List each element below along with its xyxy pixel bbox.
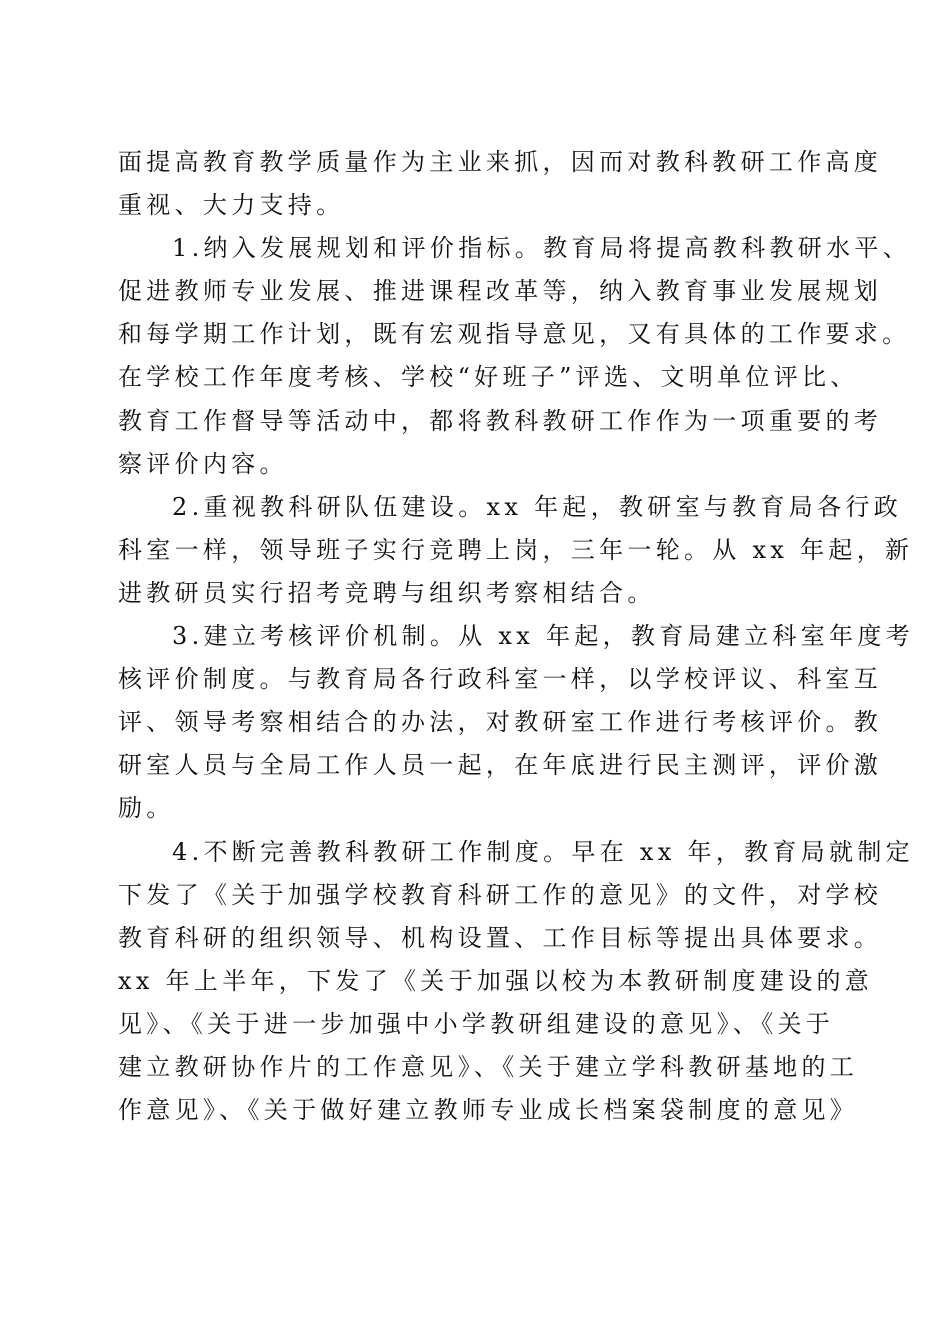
text-line: 在学校工作年度考核、学校“好班子”评选、文明单位评比、: [118, 363, 859, 392]
text-line: 重视、大力支持。: [118, 191, 345, 220]
text-line: 进教研员实行招考竞聘与组织考察相结合。: [118, 578, 656, 607]
document-body: [118, 141, 914, 1132]
text-line: 见》、《关于进一步加强中小学教研组建设的意见》、《关于: [118, 1009, 835, 1038]
section-3-heading-line: 3.建立考核评价机制。从 xx 年起，教育局建立科室年度考: [172, 622, 914, 651]
text-line: 察评价内容。: [118, 449, 288, 478]
text-line: 研室人员与全局工作人员一起，在年底进行民主测评，评价激: [118, 751, 883, 780]
section-1-heading-line: 1.纳入发展规划和评价指标。教育局将提高教科教研水平、: [172, 234, 911, 263]
text-line: 教育科研的组织领导、机构设置、工作目标等提出具体要求。: [118, 923, 883, 952]
section-4-heading-line: 4.不断完善教科教研工作制度。早在 xx 年，教育局就制定: [172, 837, 914, 866]
text-line: xx 年上半年，下发了《关于加强以校为本教研制度建设的意: [118, 966, 874, 995]
text-line: 核评价制度。与教育局各行政科室一样，以学校评议、科室互: [118, 665, 883, 694]
section-2-heading-line: 2.重视教科研队伍建设。xx 年起，教研室与教育局各行政: [172, 492, 902, 521]
text-line: 作意见》、《关于做好建立教师专业成长档案袋制度的意见》: [118, 1096, 859, 1125]
text-line: 面提高教育教学质量作为主业来抓，因而对教科教研工作高度: [118, 148, 883, 176]
text-line: 科室一样，领导班子实行竞聘上岗，三年一轮。从 xx 年起，新: [118, 535, 914, 564]
text-line: 促进教师专业发展、推进课程改革等，纳入教育事业发展规划: [118, 277, 883, 306]
text-line: 和每学期工作计划，既有宏观指导意见，又有具体的工作要求。: [118, 320, 911, 349]
text-line: 建立教研协作片的工作意见》、《关于建立学科教研基地的工: [118, 1052, 859, 1081]
text-line: 评、领导考察相结合的办法，对教研室工作进行考核评价。教: [118, 708, 883, 737]
text-line: 教育工作督导等活动中，都将教科教研工作作为一项重要的考: [118, 406, 883, 435]
text-line: 励。: [118, 794, 175, 823]
text-line: 下发了《关于加强学校教育科研工作的意见》的文件，对学校: [118, 880, 883, 909]
